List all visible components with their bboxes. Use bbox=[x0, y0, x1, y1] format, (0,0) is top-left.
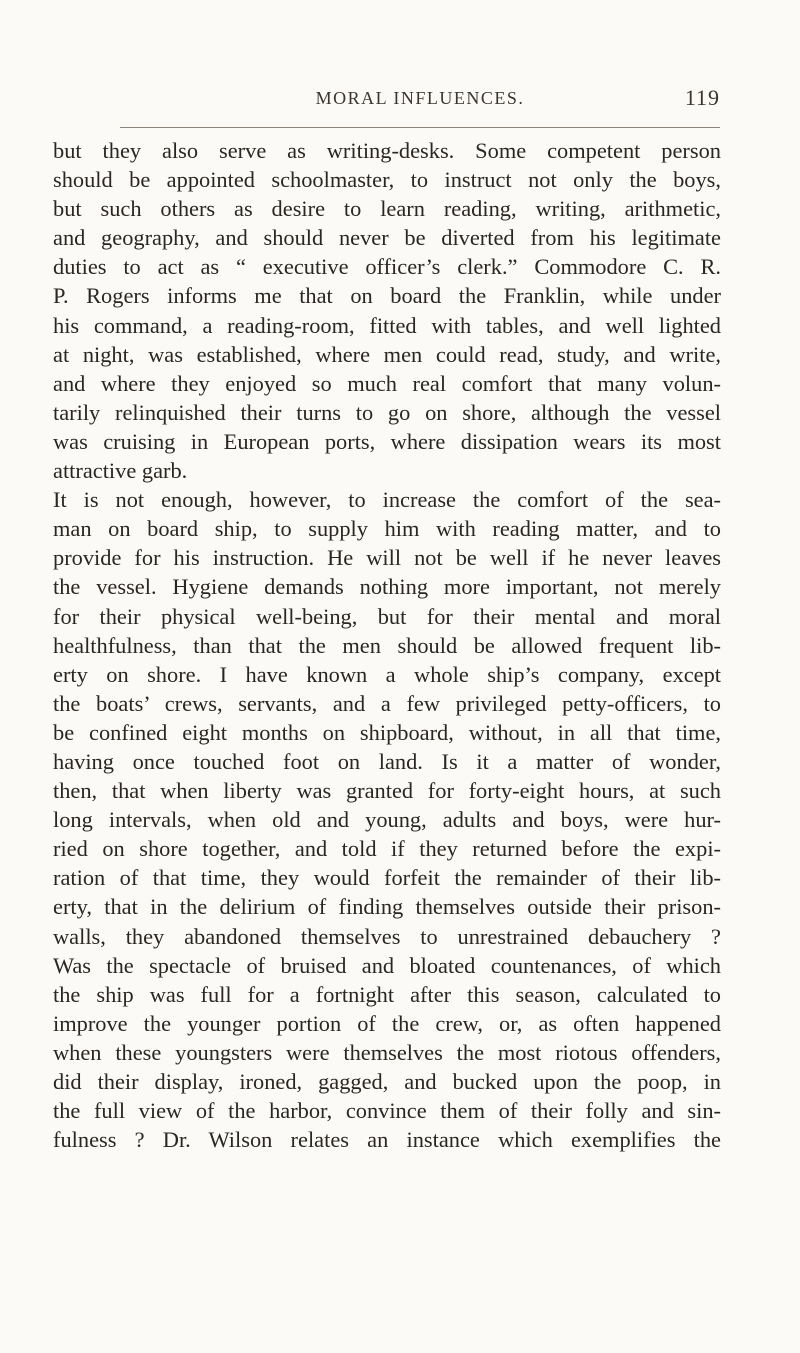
body-text bbox=[53, 136, 721, 1154]
text-line: walls, they abandoned themselves to unrestrained debauchery ? bbox=[53, 923, 721, 949]
running-head bbox=[120, 85, 720, 120]
text-line: and geography, and should never be diverted from his legitimate bbox=[53, 225, 721, 251]
text-line: having once touched foot on land. Is it a matter of wonder, bbox=[53, 748, 721, 774]
text-line: fulness ? Dr. Wilson relates an instance which exemplifies the bbox=[53, 1127, 721, 1153]
paragraph-2 bbox=[53, 485, 721, 1154]
text-line: erty on shore. I have known a whole ship’s company, except bbox=[53, 661, 721, 687]
text-line: but such others as desire to learn reading, writing, arithmetic, bbox=[53, 196, 721, 222]
text-line: healthfulness, than that the men should be allowed frequent lib- bbox=[53, 632, 721, 658]
running-title: MORAL INFLUENCES. bbox=[315, 88, 525, 108]
text-line: provide for his instruction. He will not be well if he never leaves bbox=[53, 545, 721, 571]
text-line: erty, that in the delirium of finding themselves outside their prison- bbox=[53, 894, 721, 920]
text-line: the vessel. Hygiene demands nothing more important, not merely bbox=[53, 574, 721, 600]
text-line: did their display, ironed, gagged, and bucked upon the poop, in bbox=[53, 1069, 721, 1094]
page-number: 119 bbox=[684, 85, 720, 110]
text-line: improve the younger portion of the crew, or, as often happened bbox=[53, 1010, 721, 1036]
text-line: and where they enjoyed so much real comfort that many volun- bbox=[53, 370, 721, 396]
text-line: ried on shore together, and told if they returned before the expi- bbox=[53, 836, 721, 862]
text-line: attractive garb. bbox=[53, 458, 188, 484]
text-line: the ship was full for a fortnight after this season, calculated to bbox=[53, 981, 721, 1007]
text-line: duties to act as “ executive officer’s clerk.” Commodore C. R. bbox=[53, 254, 721, 280]
text-line: Was the spectacle of bruised and bloated countenances, of which bbox=[53, 952, 721, 978]
text-line: P. Rogers informs me that on board the Franklin, while under bbox=[53, 283, 721, 309]
text-line: then, that when liberty was granted for forty-eight hours, at such bbox=[53, 778, 721, 804]
text-line: long intervals, when old and young, adults and boys, were hur- bbox=[53, 807, 721, 833]
text-line: It is not enough, however, to increase the comfort of the sea- bbox=[53, 487, 721, 513]
text-line: his command, a reading-room, fitted with tables, and well lighted bbox=[53, 312, 721, 338]
paragraph-1 bbox=[53, 136, 721, 485]
text-line: should be appointed schoolmaster, to instruct not only the boys, bbox=[53, 167, 721, 193]
header-rule bbox=[120, 127, 720, 128]
text-line: was cruising in European ports, where dissipation wears its most bbox=[53, 428, 721, 454]
text-line: tarily relinquished their turns to go on shore, although the vessel bbox=[53, 399, 721, 425]
text-line: for their physical well-being, but for their mental and moral bbox=[53, 603, 721, 629]
text-line: be confined eight months on shipboard, without, in all that time, bbox=[53, 719, 721, 745]
text-line: at night, was established, where men could read, study, and write, bbox=[53, 341, 721, 367]
text-line: man on board ship, to supply him with reading matter, and to bbox=[53, 516, 721, 542]
text-line: the boats’ crews, servants, and a few privileged petty-officers, to bbox=[53, 690, 721, 716]
text-line: the full view of the harbor, convince them of their folly and sin- bbox=[53, 1098, 721, 1124]
text-line: ration of that time, they would forfeit the remainder of their lib- bbox=[53, 865, 721, 891]
text-line: but they also serve as writing-desks. Some competent person bbox=[53, 138, 721, 163]
text-line: when these youngsters were themselves the most riotous offenders, bbox=[53, 1039, 721, 1065]
